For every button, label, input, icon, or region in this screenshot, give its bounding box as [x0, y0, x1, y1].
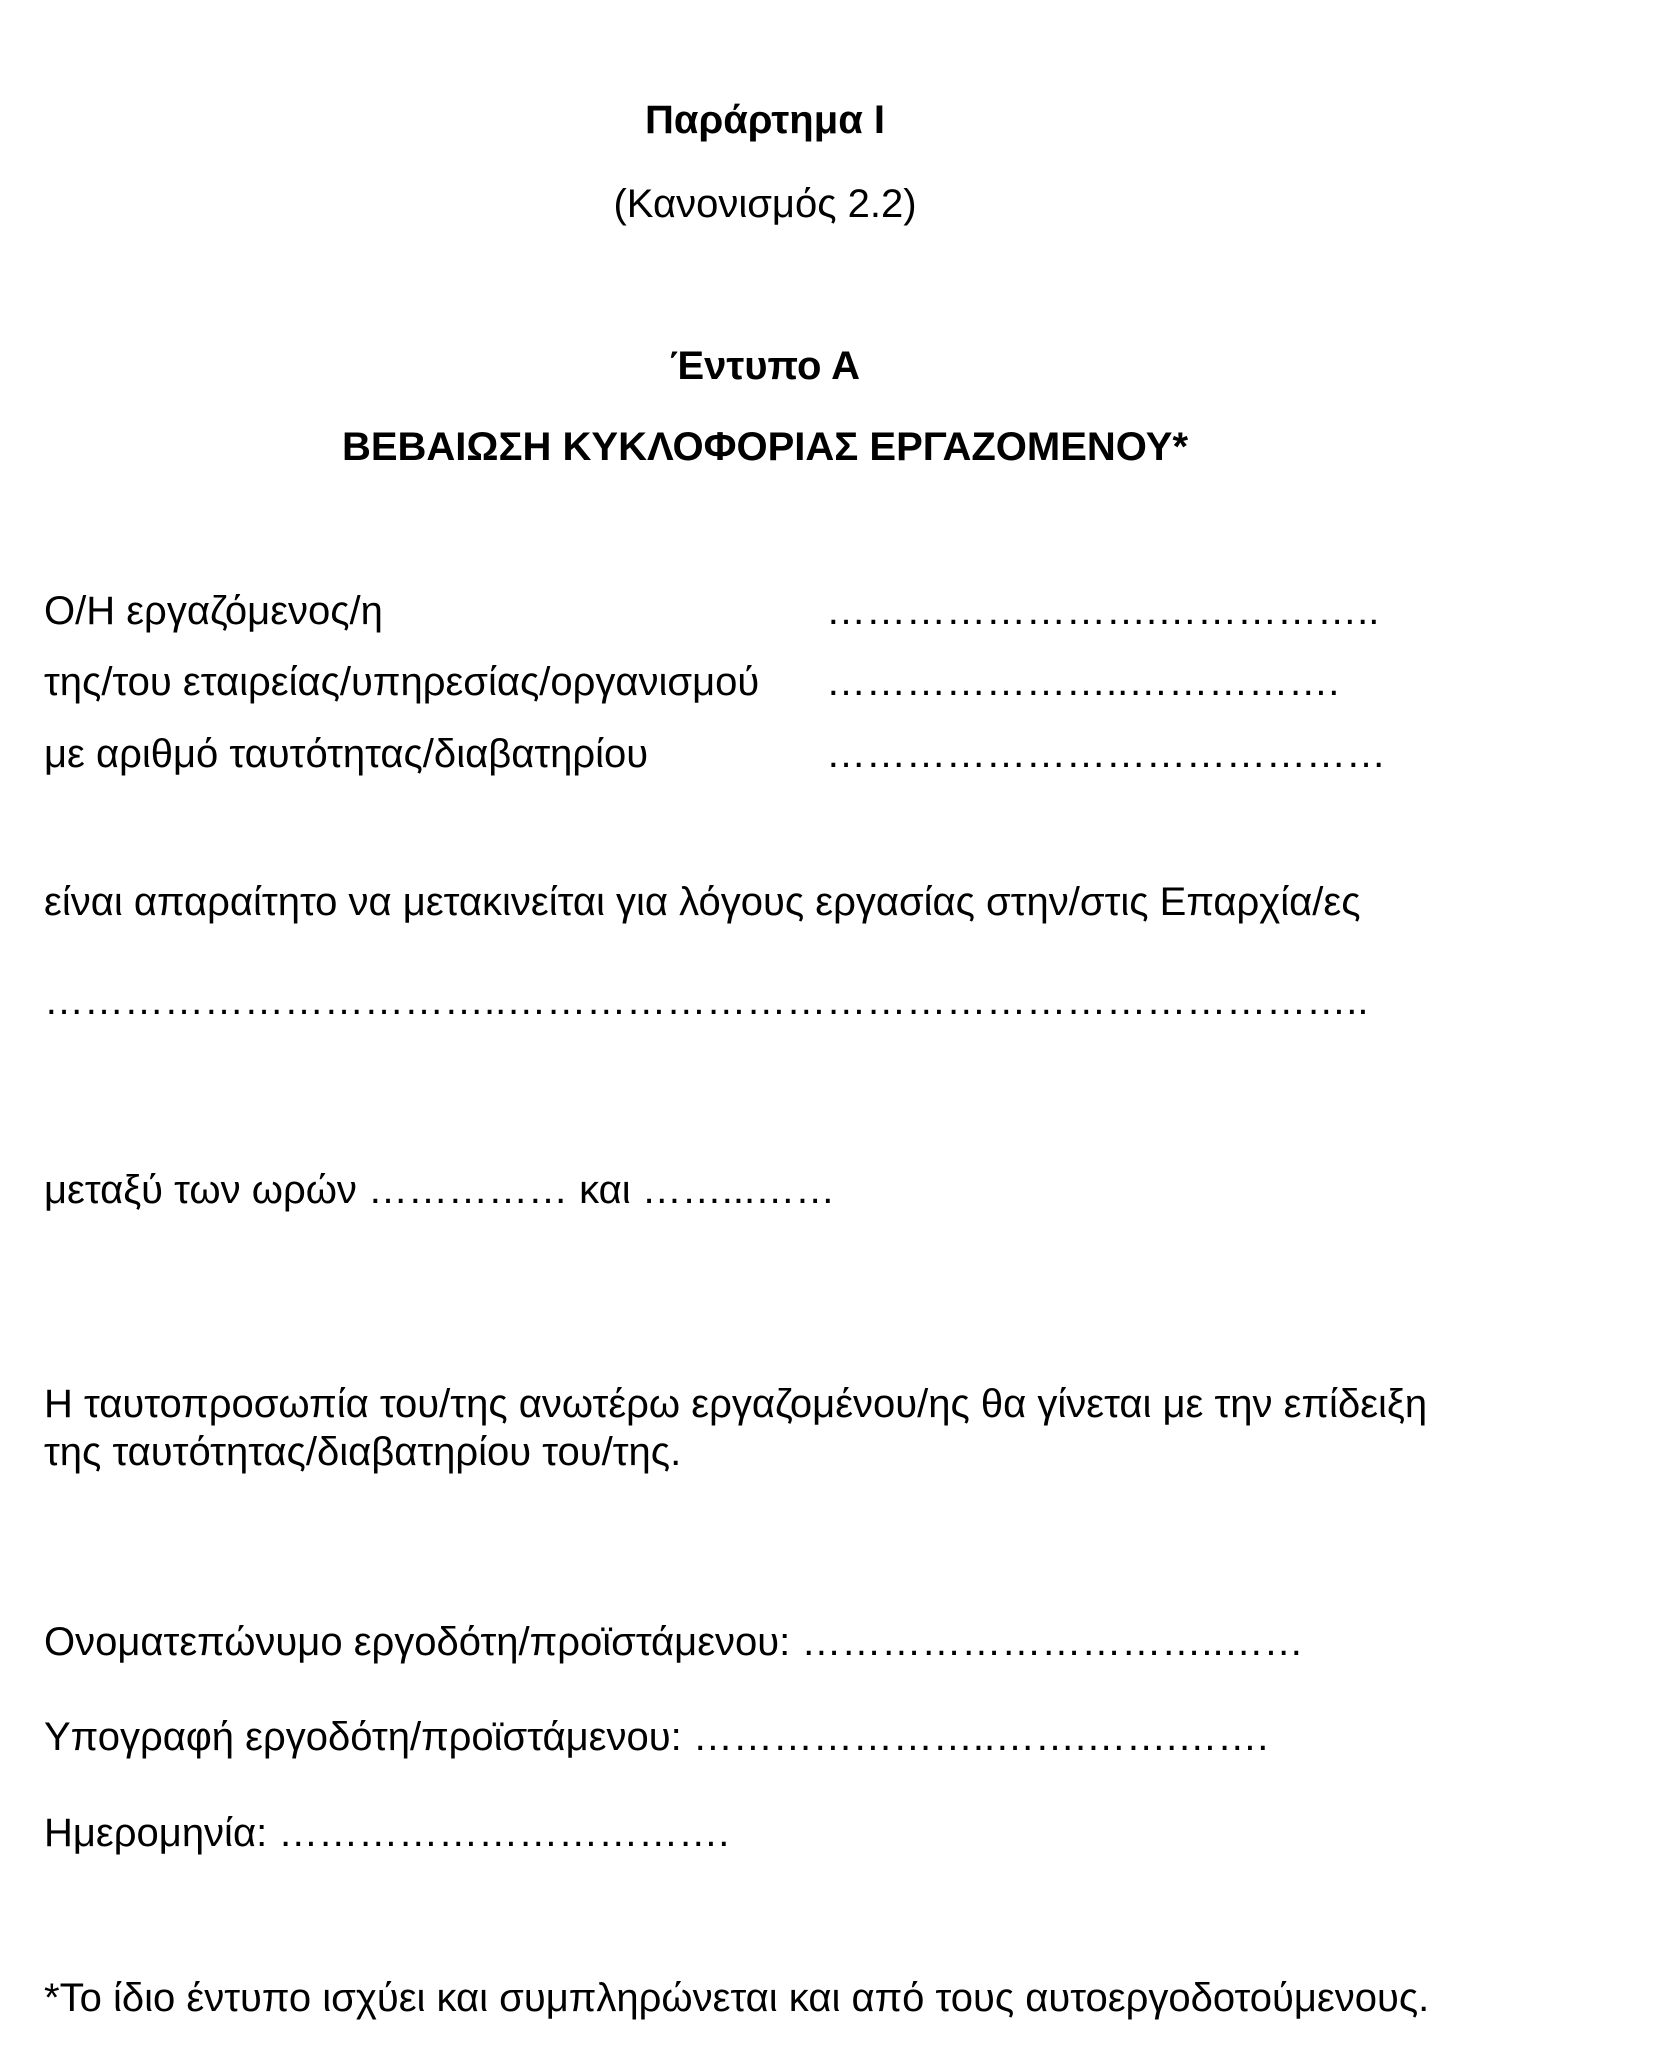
annex-title: Παράρτημα Ι [644, 98, 886, 142]
regulation-reference: (Κανονισμός 2.2) [613, 182, 917, 226]
hours-line: μεταξύ των ωρών …………… και ……...…… [44, 1168, 836, 1212]
identity-line-2: της ταυτότητας/διαβατηρίου του/της. [44, 1430, 682, 1474]
employer-signature-line: Υπογραφή εργοδότη/προϊστάμενου: …………………..…….…….……. [44, 1715, 1269, 1759]
company-label: της/του εταιρείας/υπηρεσίας/οργανισμού [44, 660, 760, 704]
company-blank: …………………..……………. [826, 660, 1340, 704]
employer-name-line: Ονοματεπώνυμο εργοδότη/προϊστάμενου: …………………………..…… [44, 1620, 1304, 1664]
certificate-title: ΒΕΒΑΙΩΣΗ ΚΥΚΛΟΦΟΡΙΑΣ ΕΡΓΑΖΟΜΕΝΟΥ* [341, 425, 1189, 469]
id-number-blank: …………………………………… [826, 732, 1386, 776]
districts-blank-line: ……………………………..……………………………………………………….. [44, 979, 1369, 1023]
id-number-label: με αριθμό ταυτότητας/διαβατηρίου [44, 732, 649, 776]
identity-line-1: Η ταυτοπροσωπία του/της ανωτέρω εργαζομένου/ης θα γίνεται με την επίδειξη [44, 1382, 1428, 1426]
footnote: *Το ίδιο έντυπο ισχύει και συμπληρώνεται και από τους αυτοεργοδοτούμενους. [44, 1976, 1430, 2020]
employee-blank: …………………….…………….. [826, 589, 1380, 633]
employee-label: Ο/Η εργαζόμενος/η [44, 589, 383, 633]
date-line: Ημερομηνία: ……………………………. [44, 1811, 730, 1855]
movement-statement: είναι απαραίτητο να μετακινείται για λόγους εργασίας στην/στις Επαρχία/ες [44, 880, 1361, 924]
form-title: Έντυπο Α [670, 344, 860, 388]
